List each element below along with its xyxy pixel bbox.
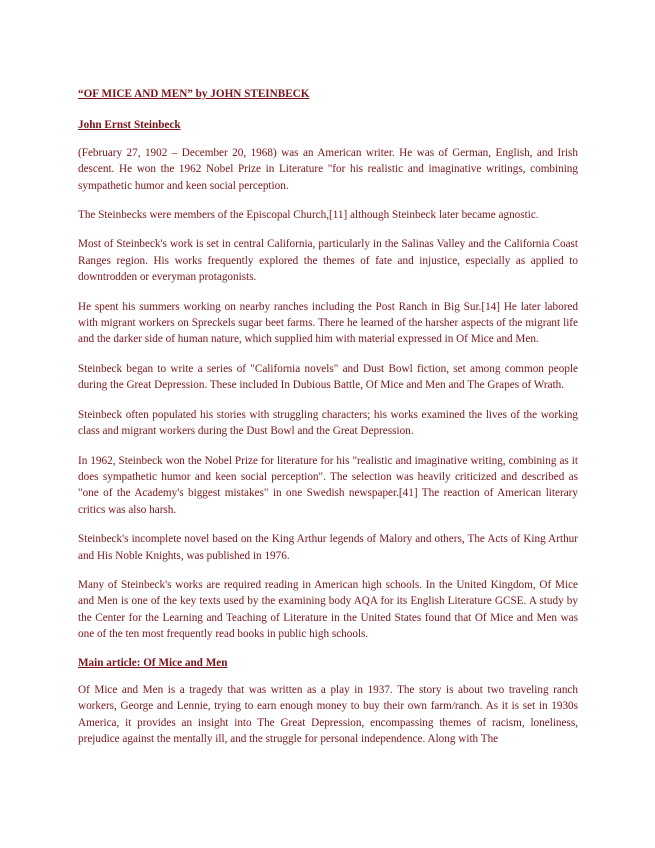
paragraph-nobel-prize: In 1962, Steinbeck won the Nobel Prize for literature for his "realistic and imaginative writing, combining as it does sympathetic humor and keen social perception". The selection was heavily criticized and described as "one of the Academy's biggest mistakes" in one Swedish newspaper.[41] The reaction of American literary critics was also harsh. xyxy=(78,454,578,516)
document-page xyxy=(78,86,578,761)
section-heading-author: John Ernst Steinbeck xyxy=(78,119,181,132)
paragraph-summers: He spent his summers working on nearby ranches including the Post Ranch in Big Sur.[14] He later labored with migrant workers on Spreckels sugar beet farms. There he learned of the harsher aspects of the migrant life and the darker side of human nature, which supplied him with material expressed in Of Mice and Men. xyxy=(78,300,578,346)
paragraph-of-mice-and-men: Of Mice and Men is a tragedy that was written as a play in 1937. The story is about two traveling ranch workers, George and Lennie, trying to earn enough money to buy their own farm/ranch. As it is set in 1930s America, it provides an insight into The Great Depression, encompassing themes of racism, loneliness, prejudice against the mentally ill, and the struggle for personal independence. Along with The xyxy=(78,683,578,746)
paragraph-king-arthur: Steinbeck's incomplete novel based on the King Arthur legends of Malory and others, The Acts of King Arthur and His Noble Knights, was published in 1976. xyxy=(78,533,578,562)
paragraph-setting: Most of Steinbeck's work is set in central California, particularly in the Salinas Valley and the California Coast Ranges region. His works frequently explored the themes of fate and injustice, especially as applied to downtrodden or everyman protagonists. xyxy=(78,238,578,284)
document-title: “OF MICE AND MEN” by JOHN STEINBECK xyxy=(78,88,310,100)
section-heading-main-article: Main article: Of Mice and Men xyxy=(78,656,228,669)
paragraph-schools: Many of Steinbeck's works are required reading in American high schools. In the United Kingdom, Of Mice and Men is one of the key texts used by the examining body AQA for its English Literature GCSE. A study by the Center for the Learning and Teaching of Literature in the United States found that Of Mice and Men was one of the ten most frequently read books in public high schools. xyxy=(78,578,578,641)
paragraph-biography: (February 27, 1902 – December 20, 1968) was an American writer. He was of German, English, and Irish descent. He won the 1962 Nobel Prize in Literature "for his realistic and imaginative writings, combining sympathetic humor and keen social perception. xyxy=(78,146,578,192)
paragraph-characters: Steinbeck often populated his stories with struggling characters; his works examined the lives of the working class and migrant workers during the Dust Bowl and the Great Depression. xyxy=(78,408,578,438)
paragraph-religion: The Steinbecks were members of the Episcopal Church,[11] although Steinbeck later became agnostic. xyxy=(78,209,539,222)
paragraph-california-novels: Steinbeck began to write a series of "California novels" and Dust Bowl fiction, set among common people during the Great Depression. These included In Dubious Battle, Of Mice and Men and The Grapes of Wrath. xyxy=(78,362,578,392)
